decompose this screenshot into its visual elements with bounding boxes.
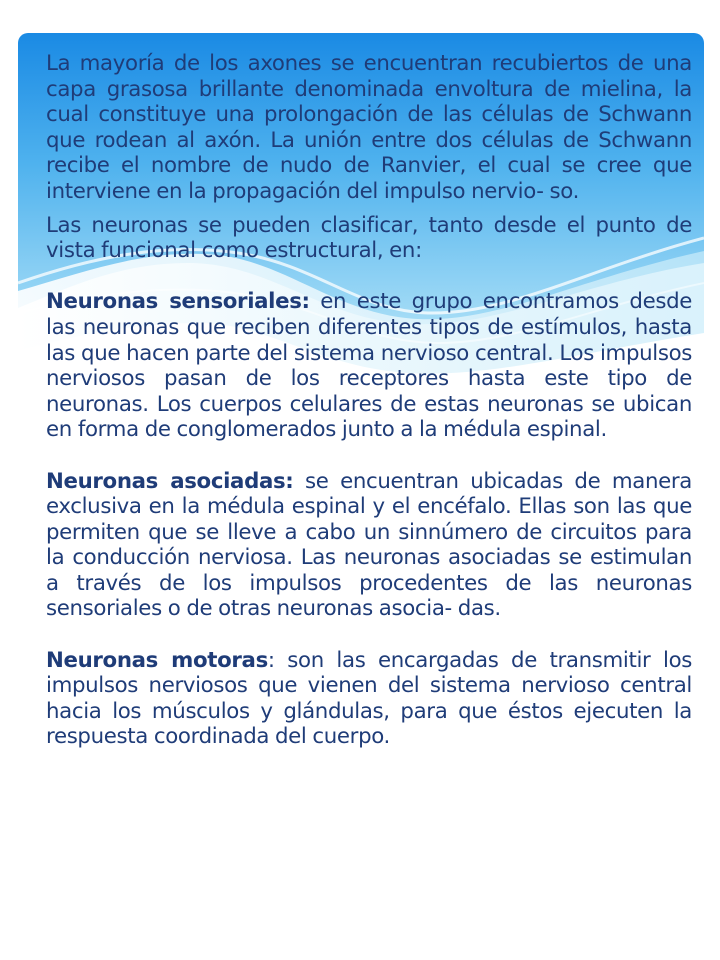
section-associated xyxy=(46,469,692,623)
section-term: Neuronas motoras xyxy=(46,647,268,673)
slide-panel xyxy=(18,33,704,943)
intro-paragraph-2: Las neuronas se pueden clasificar, tanto desde el punto de vista funcional como estructural, en: xyxy=(46,212,692,264)
intro-paragraph-1: La mayoría de los axones se encuentran recubiertos de una capa grasosa brillante denominada envoltura de mielina, la cual constituye una prolongación de las células de Schwann que rodean al axón. La unión entre dos células de Schwann recibe el nombre de nudo de Ranvier, el cual se cree que interviene en la propagación del impulso nervio- so. xyxy=(46,51,692,204)
section-term: Neuronas asociadas: xyxy=(46,468,294,494)
section-sensory xyxy=(46,289,692,443)
section-text: : son las encargadas de transmitir los impulsos nerviosos que vienen del sistema nervioso central hacia los músculos y glándulas, para que éstos ejecuten la respuesta coordinada del cuerpo. xyxy=(46,647,692,750)
section-text: se encuentran ubicadas de manera exclusiva en la médula espinal y el encéfalo. Ellas son las que permiten que se lleve a cabo un sinnúmero de circuitos para la conducción nerviosa. Las neuronas asociadas se estimulan a través de los impulsos procedentes de las neuronas sensoriales o de otras neuronas asocia- das. xyxy=(46,468,692,622)
section-text: en este grupo encontramos desde las neuronas que reciben diferentes tipos de estímulos, hasta las que hacen parte del sistema nervioso central. Los impulsos nerviosos pasan de los receptores hasta este tipo de neuronas. Los cuerpos celulares de estas neuronas se ubican en forma de conglomerados junto a la médula espinal. xyxy=(46,289,692,443)
section-motor xyxy=(46,648,692,750)
section-term: Neuronas sensoriales: xyxy=(46,289,310,315)
text-content xyxy=(46,51,692,750)
